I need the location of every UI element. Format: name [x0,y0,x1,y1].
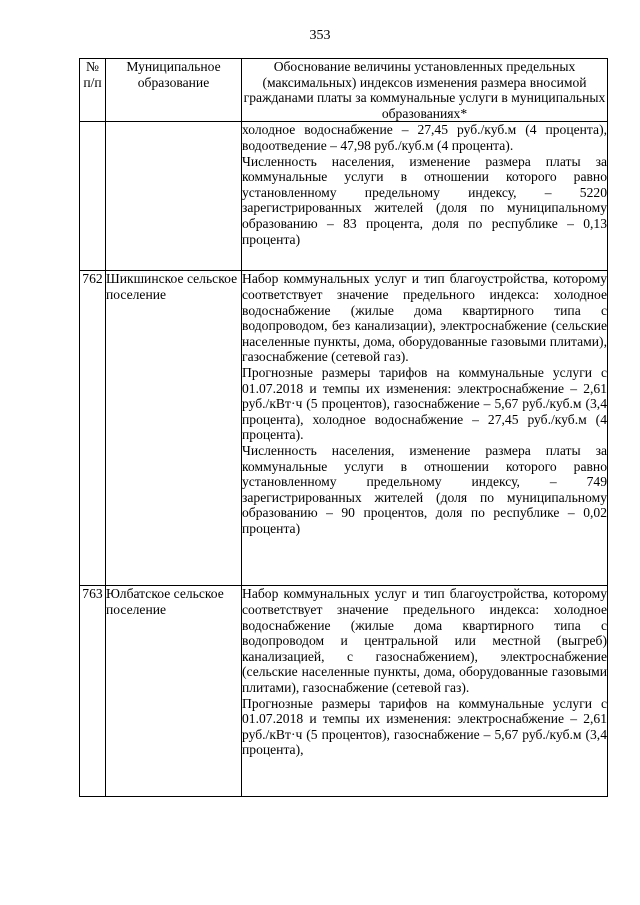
header-municipality: Муниципальное образование [106,59,242,122]
row-num-cell: 763 [80,586,106,797]
row-municipality-cell: Шикшинское сельское поселение [106,271,242,586]
row-justification-cell [242,122,608,271]
justification-paragraph: Прогнозные размеры тарифов на коммунальные услуги с 01.07.2018 и темпы их изменения: электроснабжение – 2,61 руб./кВт·ч (5 процентов), газоснабжение – 5,67 руб./куб.м (3,4 процента), [242,695,607,758]
justification-paragraph: Численность населения, изменение размера платы за коммунальные услуги в отношении которого равно установленному предельному индексу, – 5220 зарегистрированных жителей (доля по муниципальному образованию – 83 процента, доля по республике – 0,13 процента) [242,153,607,247]
tariff-table [79,58,608,797]
table-row [80,122,608,271]
header-justification: Обоснование величины установленных предельных (максимальных) индексов изменения размера вносимой гражданами платы за коммунальные услуги в муниципальных образованиях* [242,59,608,122]
page-number: 353 [309,28,331,43]
row-num-cell [80,122,106,271]
row-justification-cell [242,586,608,797]
table-row [80,271,608,586]
row-municipality-cell [106,122,242,271]
justification-paragraph: Набор коммунальных услуг и тип благоустройства, которому соответствует значение предельного индекса: холодное водоснабжение (жилые дома квартирного типа с водопроводом, без канализации), электроснабжение (сельские населенные пункты, дома, оборудованные газовыми плитами), газоснабжение (сетевой газ). [242,271,607,365]
row-municipality-cell: Юлбатское сельское поселение [106,586,242,797]
justification-paragraph: холодное водоснабжение – 27,45 руб./куб.м (4 процента), водоотведение – 47,98 руб./куб.м (4 процента). [242,122,607,153]
justification-paragraph: Прогнозные размеры тарифов на коммунальные услуги с 01.07.2018 и темпы их изменения: электроснабжение – 2,61 руб./кВт·ч (5 процентов), газоснабжение – 5,67 руб./куб.м (3,4 процента), холодное водоснабжение – 27,45 руб./куб.м (4 процента). [242,364,607,443]
row-num-cell: 762 [80,271,106,586]
justification-paragraph: Набор коммунальных услуг и тип благоустройства, которому соответствует значение предельного индекса: холодное водоснабжение (жилые дома квартирного типа с водопроводом и центральной или местной (выгреб) канализацией, с газоснабжением), электроснабжение (сельские населенные пункты, дома, оборудованные газовыми плитами), газоснабжение (сетевой газ). [242,586,607,695]
row-justification-cell [242,271,608,586]
table-row [80,586,608,797]
header-num: № п/п [80,59,106,122]
table-header-row [80,59,608,122]
justification-paragraph: Численность населения, изменение размера платы за коммунальные услуги в отношении которого равно установленному предельному индексу, – 749 зарегистрированных жителей (доля по муниципальному образованию – 90 процентов, доля по республике – 0,02 процента) [242,442,607,536]
